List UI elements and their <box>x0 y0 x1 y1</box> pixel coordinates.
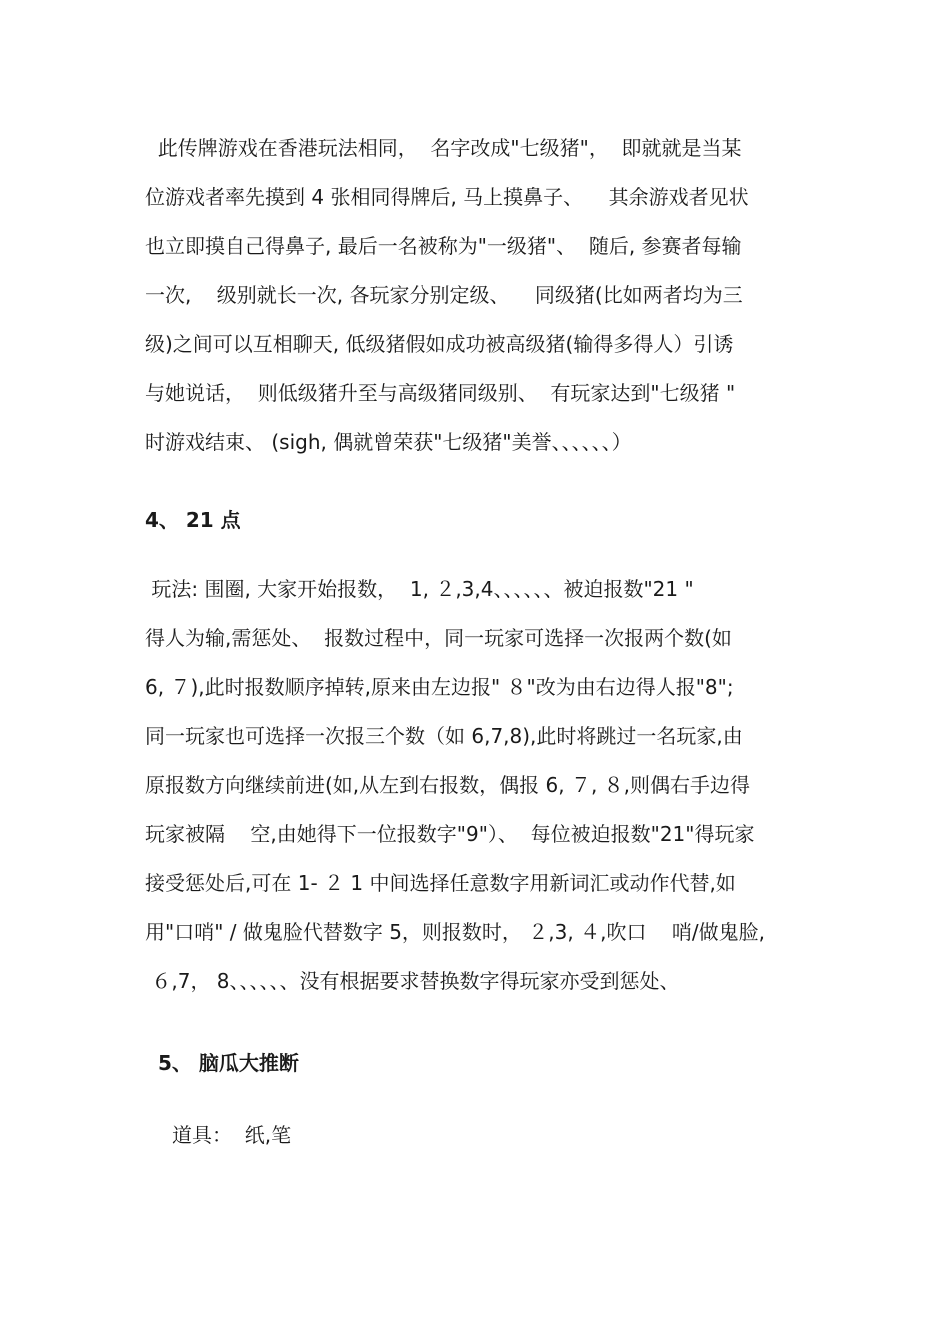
paragraph-line: 与她说话， 则低级猪升至与高级猪同级别、 有玩家达到"七级猪 " <box>145 381 736 405</box>
section-heading-21-points: 4、 21 点 <box>145 508 241 532</box>
paragraph-line: 一次, 级别就长一次, 各玩家分别定级、 同级猪(比如两者均为三 <box>145 283 743 307</box>
paragraph-21-points-rules <box>145 565 825 1006</box>
paragraph-line: 级)之间可以互相聊天, 低级猪假如成功被高级猪(输得多得人）引诱 <box>145 332 734 356</box>
paragraph-line: 此传牌游戏在香港玩法相同， 名字改成"七级猪"， 即就就是当某 <box>145 136 742 160</box>
paragraph-line: 玩法: 围圈, 大家开始报数， 1, ２,3,4、、、、、、被迫报数"21 " <box>145 577 694 601</box>
paragraph-seven-level-pig <box>145 124 825 467</box>
paragraph-line: 玩家被隔 空,由她得下一位报数字"9"）、 每位被迫报数"21"得玩家 <box>145 822 755 846</box>
paragraph-line: 时游戏结束、 (sigh, 偶就曾荣获"七级猪"美誉、、、、、、） <box>145 430 632 454</box>
paragraph-line: 位游戏者率先摸到 4 张相同得牌后, 马上摸鼻子、 其余游戏者见状 <box>145 185 749 209</box>
paragraph-line: ６,7， 8、、、、、、没有根据要求替换数字得玩家亦受到惩处、 <box>145 969 680 993</box>
paragraph-line: 接受惩处后,可在 1- ２ 1 中间选择任意数字用新词汇或动作代替,如 <box>145 871 736 895</box>
tools-line: 道具： 纸,笔 <box>172 1123 292 1147</box>
paragraph-line: 同一玩家也可选择一次报三个数（如 6,7,8),此时将跳过一名玩家,由 <box>145 724 743 748</box>
paragraph-line: 用"口哨" / 做鬼脸代替数字 5，则报数时， ２,3, ４,吹口 哨/做鬼脸, <box>145 920 765 944</box>
paragraph-line: 也立即摸自己得鼻子, 最后一名被称为"一级猪"、 随后, 参赛者每输 <box>145 234 742 258</box>
paragraph-line: 原报数方向继续前进(如,从左到右报数，偶报 6, ７, ８,则偶右手边得 <box>145 773 751 797</box>
paragraph-line: 6, ７),此时报数顺序掉转,原来由左边报" ８"改为由右边得人报"8"; <box>145 675 734 699</box>
paragraph-line: 得人为输,需惩处、 报数过程中，同一玩家可选择一次报两个数(如 <box>145 626 732 650</box>
section-heading-brain-guess: 5、 脑瓜大推断 <box>158 1051 299 1075</box>
